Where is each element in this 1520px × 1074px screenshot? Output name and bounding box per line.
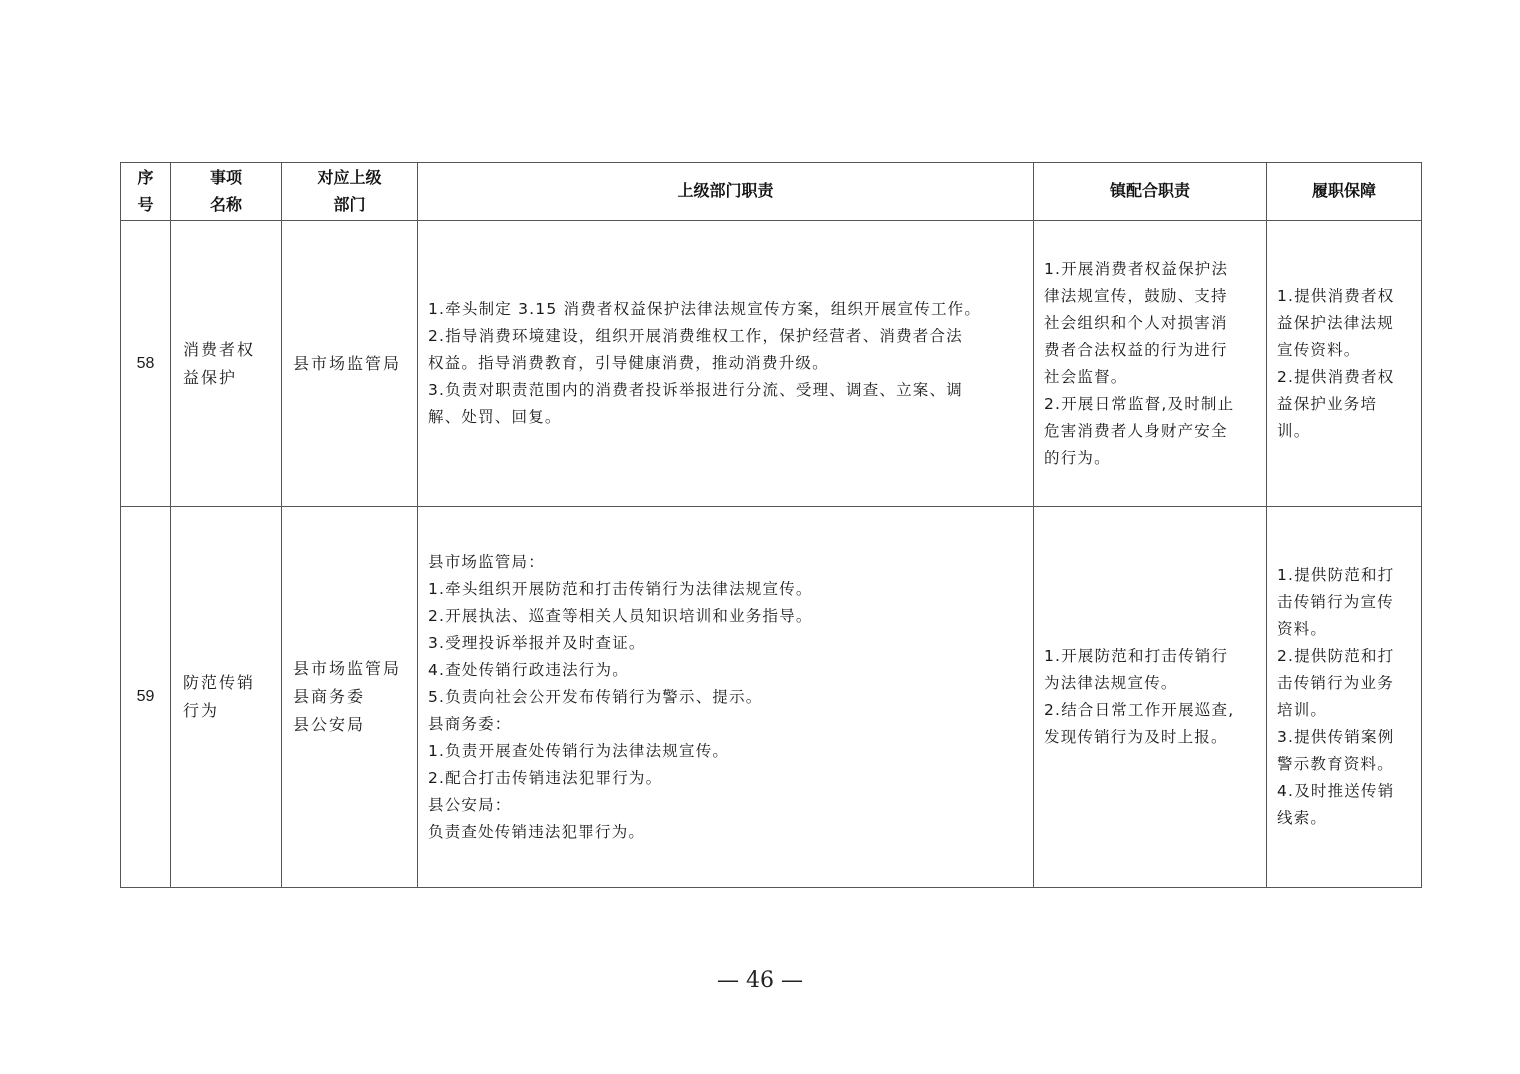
row-dept: 县市场监管局 县商务委 县公安局 <box>282 507 418 888</box>
row-upper-duty: 县市场监管局： 1.牵头组织开展防范和打击传销行为法律法规宣传。 2.开展执法、巡查等相关人员知识培训和业务指导。 3.受理投诉举报并及时查证。 4.查处传销行政违法行为。 5.负责向社会公开发布传销行为警示、提示。 县商务委： 1.负责开展查处传销行为法律法规宣传。 2.配合打击传销违法犯罪行为。 县公安局： 负责查处传销违法犯罪行为。 <box>418 507 1034 888</box>
table-row <box>121 221 1422 507</box>
row-num: 59 <box>121 507 171 888</box>
header-upper-duty: 上级部门职责 <box>418 163 1034 221</box>
row-num: 58 <box>121 221 171 507</box>
header-dept: 对应上级 部门 <box>282 163 418 221</box>
row-guarantee: 1.提供消费者权 益保护法律法规 宣传资料。 2.提供消费者权 益保护业务培 训。 <box>1267 221 1422 507</box>
row-guarantee: 1.提供防范和打 击传销行为宣传 资料。 2.提供防范和打 击传销行为业务 培训。 3.提供传销案例 警示教育资料。 4.及时推送传销 线索。 <box>1267 507 1422 888</box>
header-row <box>121 163 1422 221</box>
header-item-name: 事项 名称 <box>171 163 282 221</box>
header-num: 序 号 <box>121 163 171 221</box>
row-item-name: 消费者权 益保护 <box>171 221 282 507</box>
page-number: — 46 — <box>717 968 803 993</box>
row-dept: 县市场监管局 <box>282 221 418 507</box>
header-guarantee: 履职保障 <box>1267 163 1422 221</box>
row-town-duty: 1.开展防范和打击传销行 为法律法规宣传。 2.结合日常工作开展巡查, 发现传销行为及时上报。 <box>1034 507 1267 888</box>
row-town-duty: 1.开展消费者权益保护法 律法规宣传，鼓励、支持 社会组织和个人对损害消 费者合法权益的行为进行 社会监督。 2.开展日常监督,及时制止 危害消费者人身财产安全 的行为。 <box>1034 221 1267 507</box>
table-row <box>121 507 1422 888</box>
row-item-name: 防范传销 行为 <box>171 507 282 888</box>
duty-table <box>120 162 1422 888</box>
row-upper-duty: 1.牵头制定 3.15 消费者权益保护法律法规宣传方案，组织开展宣传工作。 2.指导消费环境建设，组织开展消费维权工作，保护经营者、消费者合法 权益。指导消费教育，引导健康消费，推动消费升级。 3.负责对职责范围内的消费者投诉举报进行分流、受理、调查、立案、调 解、处罚、回复。 <box>418 221 1034 507</box>
header-town-duty: 镇配合职责 <box>1034 163 1267 221</box>
